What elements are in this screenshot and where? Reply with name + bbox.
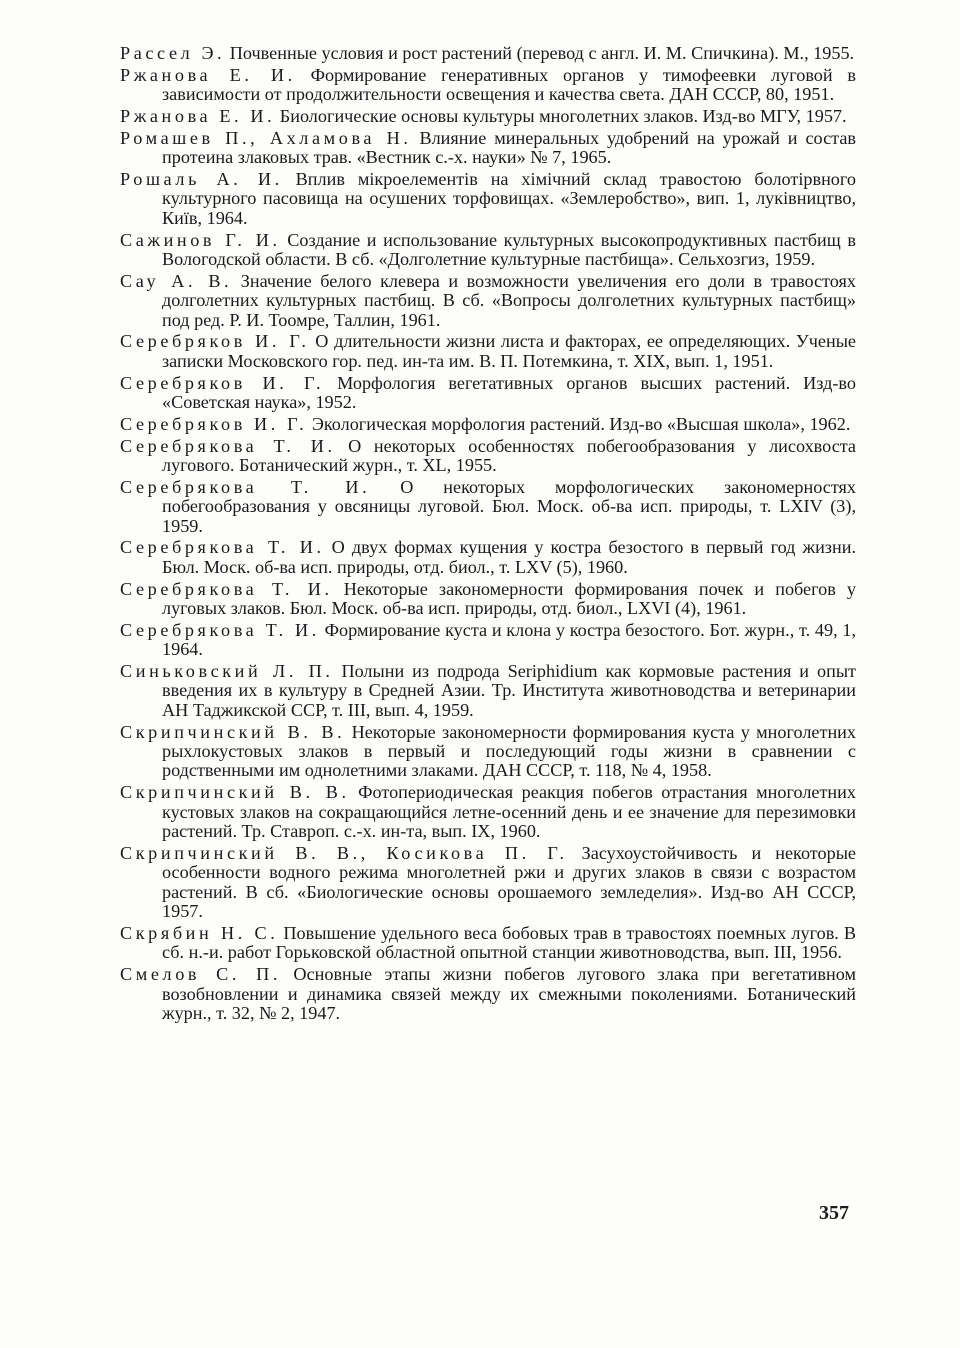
reference-entry (120, 723, 856, 781)
reference-author: Ржанова Е. И. (120, 106, 276, 126)
page-number: 357 (819, 1202, 849, 1224)
reference-entry (120, 272, 856, 330)
reference-text: Формирование генеративных органов у тимофеевки луговой в зависимости от продолжительности освещения и качества света. ДАН СССР, 80, 1951. (162, 64, 857, 105)
reference-author: Рассел Э. (120, 43, 226, 63)
reference-entry (120, 621, 856, 660)
reference-text: Некоторые закономерности формирования куста у многолетних рыхлокустовых злаков в первый и последующий годы жизни в сравнении с родственными им однолетними злаками. ДАН СССР, т. 118, № 4, 1958. (162, 721, 857, 781)
reference-author: Скрипчинский В. В., Косикова П. Г. (120, 842, 568, 863)
reference-text: Некоторые закономерности формирования почек и побегов у луговых злаков. Бюл. Моск. об-ва исп. природы, отд. биол., LXVI (4), 1961. (162, 578, 856, 619)
reference-text: Формирование куста и клона у костра безостого. Бот. журн., т. 49, 1, 1964. (162, 619, 856, 660)
reference-entry (120, 924, 856, 963)
reference-author: Скрипчинский В. В. (120, 782, 350, 803)
reference-entry (120, 170, 856, 228)
reference-author: Сау А. В. (120, 270, 233, 291)
reference-text: Значение белого клевера и возможности увеличения его доли в травостоях долголетних культурных пастбищ. В сб. «Вопросы долголетних культурных пастбищ» под ред. Р. И. Тоомре, Таллин, 1961. (162, 270, 856, 330)
reference-author: Серебряков И. Г. (120, 372, 325, 393)
reference-entry (120, 44, 856, 63)
reference-text: Биологические основы культуры многолетних злаков. Изд-во МГУ, 1957. (275, 106, 847, 126)
reference-entry (120, 374, 856, 413)
reference-text: Почвенные условия и рост растений (перевод с англ. И. М. Спичкина). М., 1955. (225, 43, 855, 63)
reference-author: Скрябин Н. С. (120, 922, 279, 943)
reference-text: Морфология вегетативных органов высших растений. Изд-во «Советская наука», 1952. (162, 372, 856, 413)
reference-text: Полыни из подрода Seriphidium как кормовые растения и опыт введения их в культуру в Средней Азии. Тр. Института животноводства и ветеринарии АН Таджикской ССР, т. III, вып. 4, 1959. (162, 661, 856, 720)
reference-text: О некоторых морфологических закономерностях побегообразования у овсяницы луговой. Бюл. Моск. об-ва исп. природы, т. LXIV (3), 1959. (162, 476, 856, 536)
reference-text: Повышение удельного веса бобовых трав в травостоях поемных лугов. В сб. н.-и. работ Горьковской областной опытной станции животноводства, вып. III, 1956. (162, 922, 856, 963)
reference-entry (120, 129, 856, 168)
reference-author: Синьковский Л. П. (120, 661, 334, 682)
reference-entry (120, 783, 856, 841)
reference-text: Экологическая морфология растений. Изд-во «Высшая школа», 1962. (307, 413, 851, 434)
reference-text: Влияние минеральных удобрений на урожай и состав протеина злаковых трав. «Вестник с.-х. науки» № 7, 1965. (162, 127, 857, 168)
reference-text: О двух формах кущения у костра безостого в первый год жизни. Бюл. Моск. об-ва исп. природы, отд. биол., т. LXV (5), 1960. (162, 537, 856, 577)
reference-author: Серебряков И. Г. (120, 413, 308, 434)
reference-text: Засухоустойчивость и некоторые особенности водного режима многолетней ржи и других злаков в связи с возрастом растений. В сб. «Биологические основы орошаемого земледелия». Изд-во АН СССР, 1957. (162, 842, 857, 922)
reference-entry (120, 478, 856, 536)
reference-text: О некоторых особенностях побегообразования у лисохвоста лугового. Ботанический журн., т. XL, 1955. (162, 435, 857, 476)
reference-author: Ромашев П., Ахламова Н. (120, 127, 412, 148)
reference-entry (120, 965, 856, 1023)
reference-text: Фотопериодическая реакция побегов отрастания многолетних кустовых злаков на сокращающийся летне-осенний день и ее значение для перезимовки растений. Тр. Ставроп. с.-х. ин-та, вып. IX, 1960. (162, 782, 856, 842)
reference-entry (120, 231, 856, 270)
reference-entry (120, 107, 856, 126)
reference-entry (120, 662, 856, 720)
reference-author: Серебрякова Т. И. (120, 476, 371, 497)
reference-entry (120, 437, 856, 476)
reference-entry (120, 332, 856, 371)
reference-author: Серебрякова Т. И. (120, 578, 333, 599)
reference-entry (120, 415, 856, 434)
reference-author: Рошаль А. И. (120, 169, 283, 189)
reference-author: Скрипчинский В. В. (120, 721, 346, 742)
reference-text: Основные этапы жизни побегов лугового злака при вегетативном возобновлении и динамика связей между их смежными поколениями. Ботанический журн., т. 32, № 2, 1947. (162, 964, 856, 1023)
reference-author: Серебрякова Т. И. (120, 619, 320, 640)
reference-text: Создание и использование культурных высокопродуктивных пастбищ в Вологодской области. В сб. «Долголетние культурные пастбища». Сельхозгиз, 1959. (162, 229, 856, 270)
reference-text: Вплив мікроелементів на хімічний склад травостою болотірвного культурного пасовища на осушених торфовищах. «Землеробство», вип. 1, лукiвництво, Київ, 1964. (162, 169, 856, 228)
reference-author: Серебряков И. Г. (120, 331, 310, 352)
reference-author: Серебрякова Т. И. (120, 537, 325, 558)
reference-entry (120, 580, 856, 619)
reference-text: О длительности жизни листа и факторах, ее определяющих. Ученые записки Московского гор. пед. ин-та им. В. П. Потемкина, т. XIX, вып. 1, 1951. (162, 331, 856, 371)
reference-author: Смелов С. П. (120, 964, 281, 985)
reference-list (120, 44, 856, 1026)
reference-entry (120, 538, 856, 577)
reference-author: Серебрякова Т. И. (120, 435, 336, 456)
reference-author: Ржанова Е. И. (120, 64, 296, 85)
reference-entry (120, 66, 856, 105)
reference-author: Сажинов Г. И. (120, 229, 281, 250)
reference-entry (120, 844, 856, 922)
